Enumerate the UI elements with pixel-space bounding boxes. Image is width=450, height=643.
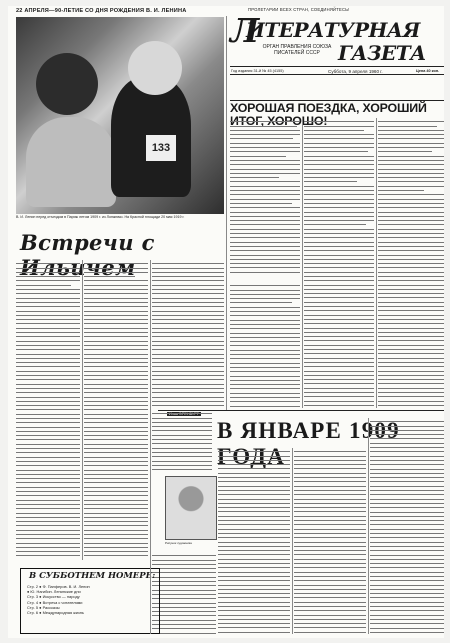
in-this-issue-list (27, 584, 157, 615)
text-column (378, 118, 444, 408)
photo-caption: В. И. Ленин перед отъездом в Париж летом 1909 г. из Лонжюмо. На Красной площади 20 мая 1919 г. (16, 215, 185, 219)
photo-sign-number: 133 (146, 135, 176, 161)
lead-photo (16, 17, 224, 214)
list-item: Стр. 5 ● Рассказы (27, 604, 60, 610)
party-motto: ПРОЛЕТАРИИ ВСЕХ СТРАН, СОЕДИНЯЙТЕСЬ! (248, 7, 350, 12)
list-item: Стр. 3 ● Искусство — народу (27, 594, 80, 600)
text-column (152, 260, 224, 406)
masthead-organ: ОРГАН ПРАВЛЕНИЯ СОЮЗА ПИСАТЕЛЕЙ СССР (262, 44, 332, 56)
list-item: Стр. 2 ● Ф. Панферов. В. И. Ленин (27, 584, 90, 589)
in-this-issue-box (20, 568, 160, 634)
text-column (294, 448, 366, 634)
text-column (218, 448, 290, 634)
masthead-title-1: ИТЕРАТУРНАЯ (246, 18, 420, 42)
text-column (230, 282, 300, 408)
illustration-caption: Рисунок художника (165, 541, 192, 545)
text-column (16, 260, 80, 560)
issue-price: Цена 40 коп. (416, 68, 440, 73)
masthead-title-2: ГАЗЕТА (338, 41, 426, 65)
encounter-headline: Встречи с Ильичем (20, 230, 155, 280)
text-column (230, 118, 300, 278)
main-headline: ХОРОШАЯ ПОЕЗДКА, ХОРОШИЙ ИТОГ, ХОРОШО! (230, 101, 427, 128)
anniversary-line: 22 АПРЕЛЯ—90-ЛЕТИЕ СО ДНЯ РОЖДЕНИЯ В. И. ЛЕНИНА (16, 8, 187, 14)
article-headline: В ЯНВАРЕ 1909 ГОДА (217, 418, 400, 469)
text-column (152, 552, 216, 634)
newspaper-page (8, 6, 444, 638)
issue-year: Год издания 31-й № 45 (4155) (231, 68, 284, 73)
portrait-illustration (165, 476, 217, 540)
text-column (152, 410, 212, 472)
text-column (370, 418, 444, 634)
list-item: Стр. 6 ● Международная жизнь (27, 610, 84, 616)
list-item: ● Ю. Нагибин. Ленинские дни (27, 589, 81, 595)
text-column (304, 118, 374, 408)
text-column (84, 260, 148, 560)
masthead: Л ИТЕРАТУРНАЯ ОРГАН ПРАВЛЕНИЯ СОЮЗА ПИСАТЕЛЕЙ СССР ГАЗЕТА Год издания 31-й № 45 (4155) Суббота, 9 апреля 1960 г. Цена 40 коп. (230, 16, 444, 92)
issue-date: Суббота, 9 апреля 1960 г. (328, 68, 383, 74)
in-this-issue-title: В СУББОТНЕМ НОМЕРЕ: (29, 571, 156, 581)
author-tag: Илья ЭРЕНБУРГ (169, 412, 199, 416)
masthead-info-bar (230, 66, 444, 75)
list-item: Стр. 4 ● Встреча с читателями (27, 599, 83, 605)
